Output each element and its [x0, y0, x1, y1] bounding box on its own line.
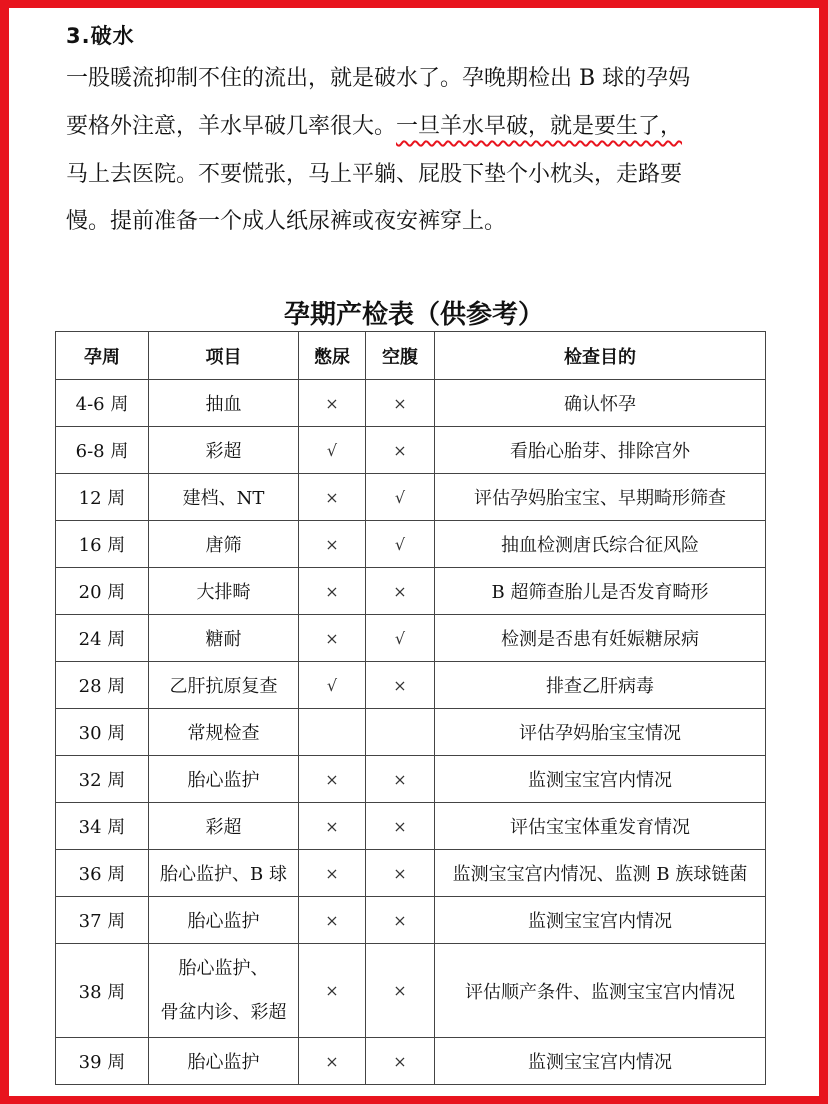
cell-item: 乙肝抗原复查 — [149, 662, 299, 709]
table-row — [56, 474, 766, 521]
crop-mark-left — [40, 0, 54, 7]
cell-bladder: √ — [299, 662, 366, 709]
cell-fasting: × — [366, 662, 435, 709]
paragraph-line-2-text: 要格外注意，羊水早破几率很大。 — [66, 114, 397, 139]
cell-purpose: 监测宝宝宫内情况、监测 B 族球链菌 — [435, 850, 766, 897]
cell-item: 抽血 — [149, 380, 299, 427]
table-body — [56, 380, 766, 1085]
cell-fasting: × — [366, 568, 435, 615]
cell-bladder: × — [299, 850, 366, 897]
paragraph-line-4: 慢。提前准备一个成人纸尿裤或夜安裤穿上。 — [66, 209, 507, 234]
table-title: 孕期产检表（供参考） — [283, 300, 544, 330]
cell-purpose: 排查乙肝病毒 — [435, 662, 766, 709]
cell-week: 32 周 — [56, 756, 149, 803]
table-row — [56, 427, 766, 474]
cell-bladder: × — [299, 1038, 366, 1085]
table-row — [56, 521, 766, 568]
cell-item: 大排畸 — [149, 568, 299, 615]
cell-fasting: √ — [366, 521, 435, 568]
cell-week: 34 周 — [56, 803, 149, 850]
cell-bladder: × — [299, 897, 366, 944]
table-row — [56, 568, 766, 615]
cell-fasting: × — [366, 897, 435, 944]
cell-purpose: 看胎心胎芽、排除宫外 — [435, 427, 766, 474]
table-row — [56, 662, 766, 709]
header-bladder: 憋尿 — [299, 332, 366, 380]
cell-bladder: × — [299, 568, 366, 615]
paragraph-line-2 — [66, 114, 766, 140]
cell-item: 彩超 — [149, 427, 299, 474]
cell-bladder: × — [299, 803, 366, 850]
cell-week: 36 周 — [56, 850, 149, 897]
cell-bladder: × — [299, 756, 366, 803]
table-row — [56, 615, 766, 662]
cell-item: 常规检查 — [149, 709, 299, 756]
cell-purpose: 监测宝宝宫内情况 — [435, 1038, 766, 1085]
cell-fasting: × — [366, 756, 435, 803]
table-row — [56, 709, 766, 756]
cell-week: 6-8 周 — [56, 427, 149, 474]
paragraph-line-1: 一股暖流抑制不住的流出，就是破水了。孕晚期检出 B 球的孕妈 — [66, 66, 691, 91]
cell-purpose: 评估宝宝体重发育情况 — [435, 803, 766, 850]
cell-fasting: × — [366, 427, 435, 474]
cell-item: 胎心监护 — [149, 756, 299, 803]
cell-bladder: × — [299, 615, 366, 662]
cell-bladder — [299, 709, 366, 756]
cell-fasting: √ — [366, 474, 435, 521]
wavy-underlined-text: 一旦羊水早破，就是要生了， — [396, 114, 683, 139]
prenatal-checkup-table — [55, 331, 766, 1085]
header-item: 项目 — [149, 332, 299, 380]
cell-bladder: × — [299, 474, 366, 521]
cell-item — [149, 944, 299, 1038]
cell-purpose: 评估孕妈胎宝宝情况 — [435, 709, 766, 756]
paragraph-line-3: 马上去医院。不要慌张，马上平躺、屁股下垫个小枕头，走路要 — [66, 162, 683, 187]
cell-item: 糖耐 — [149, 615, 299, 662]
cell-fasting: × — [366, 944, 435, 1038]
cell-item-line: 胎心监护、 — [178, 957, 269, 979]
table-row — [56, 756, 766, 803]
cell-fasting: × — [366, 1038, 435, 1085]
cell-purpose: 评估孕妈胎宝宝、早期畸形筛查 — [435, 474, 766, 521]
table-row — [56, 1038, 766, 1085]
cell-week: 20 周 — [56, 568, 149, 615]
cell-purpose: 抽血检测唐氏综合征风险 — [435, 521, 766, 568]
cell-purpose: 监测宝宝宫内情况 — [435, 897, 766, 944]
table-row — [56, 944, 766, 1038]
crop-mark-right — [770, 0, 784, 7]
cell-fasting: × — [366, 380, 435, 427]
table-header-row — [56, 332, 766, 380]
cell-week: 24 周 — [56, 615, 149, 662]
table-row — [56, 803, 766, 850]
cell-item: 胎心监护、B 球 — [149, 850, 299, 897]
cell-week: 30 周 — [56, 709, 149, 756]
cell-bladder: × — [299, 944, 366, 1038]
cell-purpose: 监测宝宝宫内情况 — [435, 756, 766, 803]
header-week: 孕周 — [56, 332, 149, 380]
table-row — [56, 850, 766, 897]
cell-purpose: 确认怀孕 — [435, 380, 766, 427]
table-row — [56, 380, 766, 427]
cell-purpose: 检测是否患有妊娠糖尿病 — [435, 615, 766, 662]
cell-fasting — [366, 709, 435, 756]
cell-purpose: 评估顺产条件、监测宝宝宫内情况 — [435, 944, 766, 1038]
cell-week: 38 周 — [56, 944, 149, 1038]
cell-item: 彩超 — [149, 803, 299, 850]
cell-week: 39 周 — [56, 1038, 149, 1085]
cell-purpose: B 超筛查胎儿是否发育畸形 — [435, 568, 766, 615]
cell-item: 胎心监护 — [149, 897, 299, 944]
cell-week: 4-6 周 — [56, 380, 149, 427]
cell-fasting: × — [366, 850, 435, 897]
table-row — [56, 897, 766, 944]
cell-fasting: √ — [366, 615, 435, 662]
cell-item: 胎心监护 — [149, 1038, 299, 1085]
cell-fasting: × — [366, 803, 435, 850]
cell-week: 37 周 — [56, 897, 149, 944]
section-heading: 3.破水 — [66, 24, 135, 48]
cell-item: 建档、NT — [149, 474, 299, 521]
cell-item: 唐筛 — [149, 521, 299, 568]
header-fasting: 空腹 — [366, 332, 435, 380]
cell-item-line: 骨盆内诊、彩超 — [160, 1001, 287, 1023]
cell-bladder: × — [299, 521, 366, 568]
cell-week: 16 周 — [56, 521, 149, 568]
cell-bladder: √ — [299, 427, 366, 474]
cell-week: 28 周 — [56, 662, 149, 709]
cell-bladder: × — [299, 380, 366, 427]
cell-week: 12 周 — [56, 474, 149, 521]
header-purpose: 检查目的 — [435, 332, 766, 380]
